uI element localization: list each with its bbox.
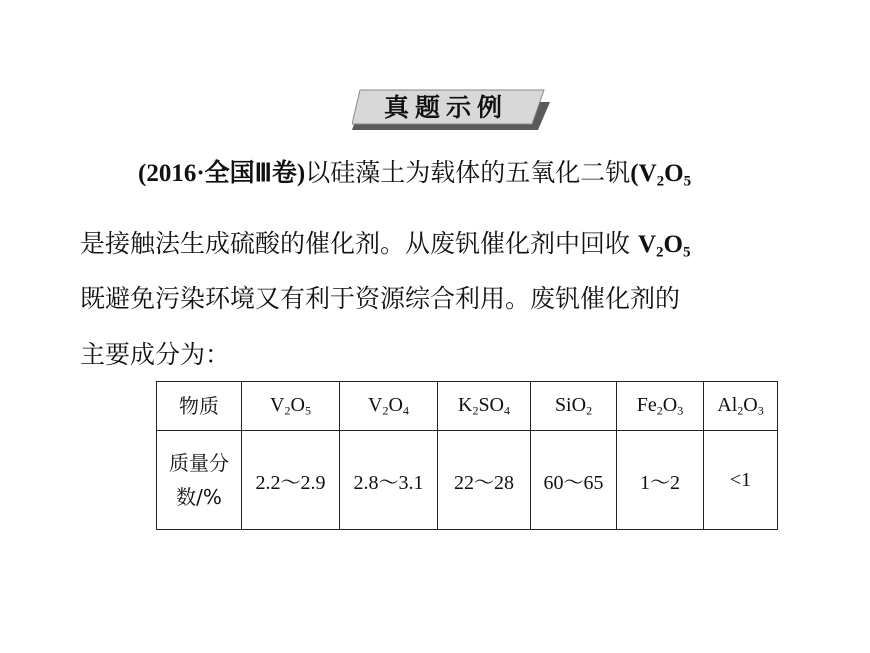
substance-cell: $V_2O_4$ <box>340 382 438 431</box>
paragraph-line-3: 既避免污染环境又有利于资源综合利用。废钒催化剂的 <box>80 284 681 313</box>
paragraph-line-4: 主要成分为： <box>80 340 231 369</box>
value-cell: 22～28 <box>438 431 531 530</box>
value-cell: 2.8～3.1 <box>340 431 438 530</box>
substance-cell: $Al_2O_3$ <box>704 382 778 431</box>
paragraph-line-2 <box>80 224 690 262</box>
substance-cell: $Fe_2O_3$ <box>617 382 704 431</box>
line2-text: 是接触法生成硫酸的催化剂。从废钒催化剂中回收 <box>80 229 638 258</box>
value-cell: 2.2～2.9 <box>242 431 340 530</box>
header-label-cell: 物质 <box>157 382 242 431</box>
table-value-row <box>157 431 778 530</box>
banner-title: 真题示例 <box>383 93 508 122</box>
value-cell: 1～2 <box>617 431 704 530</box>
value-cell: <1 <box>704 431 778 530</box>
composition-table <box>156 381 778 530</box>
formula-v2o5-b: $V_2O_5$ <box>637 231 691 261</box>
value-cell: 60～65 <box>531 431 617 530</box>
substance-cell: $K_2SO_4$ <box>438 382 531 431</box>
substance-cell: $V_2O_5$ <box>242 382 340 431</box>
table-header-row <box>157 382 778 431</box>
formula-v2o5-a: ($V_2O_5$ <box>630 160 692 190</box>
value-label-cell: 质量分 数/% <box>157 431 242 530</box>
line1-text: 以硅藻土为载体的五氧化二钒 <box>305 158 631 187</box>
substance-cell: SiO$_2$ <box>531 382 617 431</box>
section-banner <box>352 88 552 132</box>
question-source: (2016·全国Ⅲ卷) <box>138 160 306 187</box>
paragraph-line-1 <box>138 153 691 191</box>
